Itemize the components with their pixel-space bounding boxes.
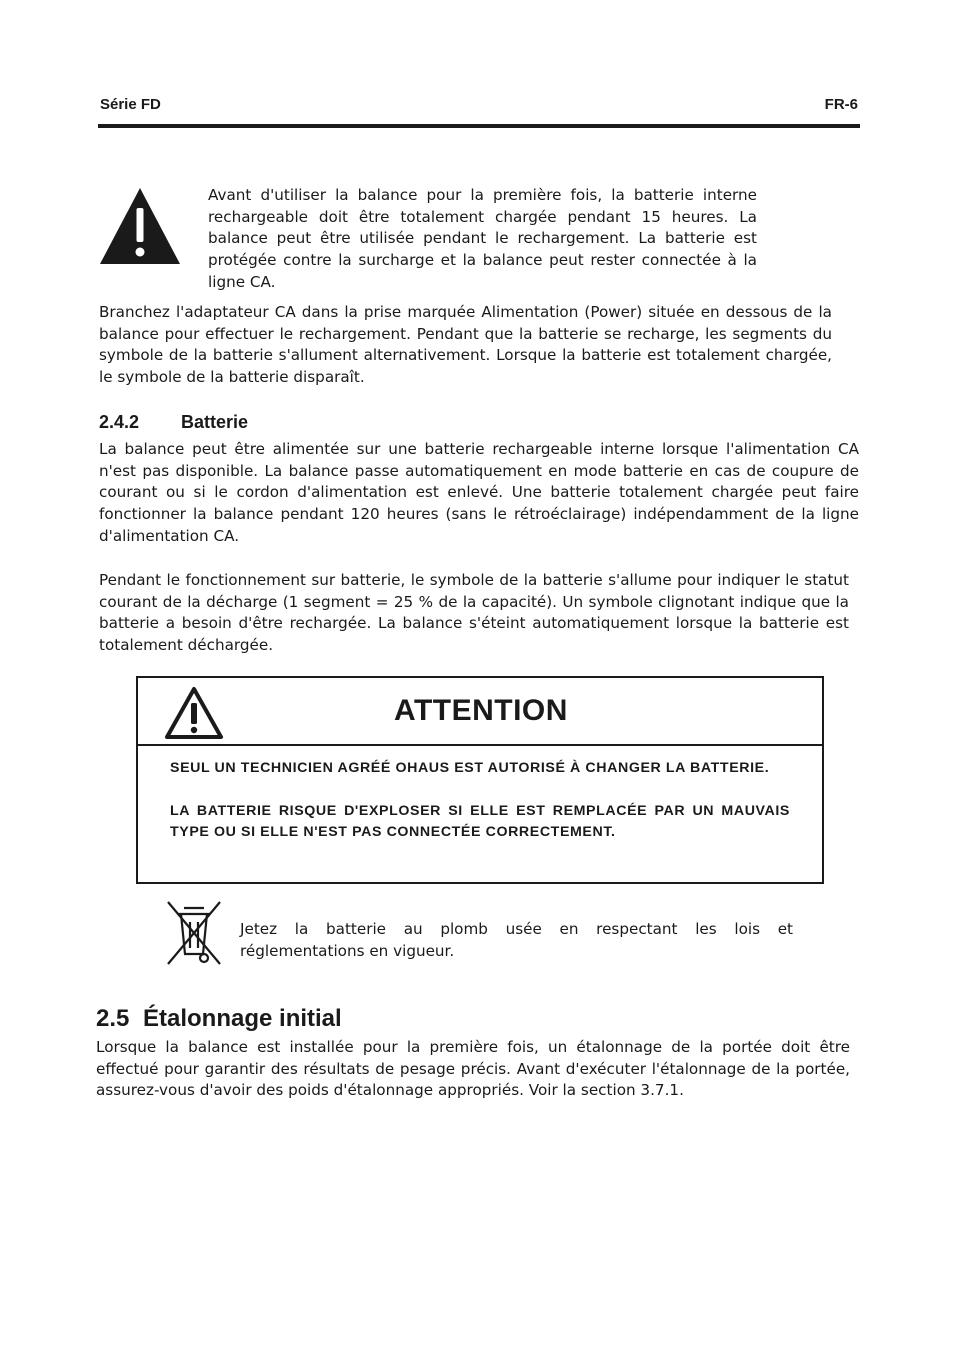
header-rule — [98, 124, 860, 128]
header-page-number: FR-6 — [824, 96, 858, 113]
warning-triangle-icon — [98, 186, 182, 266]
header-series: Série FD — [100, 96, 161, 113]
attention-title: ATTENTION — [394, 694, 568, 727]
section-242-title: Batterie — [181, 412, 249, 432]
section-242-paragraph-2: Pendant le fonctionnement sur batterie, le symbole de la batterie s'allume pour indiquer le statut courant de la décharge (1 segment = 25 % de la capacité). Un symbole clignotant indique que la batterie a besoin d'être rechargée. La balance s'éteint automatiquement lorsque la batterie est totalement déchargée. — [99, 571, 849, 655]
attention-triangle-icon — [164, 686, 224, 740]
crossed-bin-icon — [164, 898, 224, 968]
disposal-note-text: Jetez la batterie au plomb usée en respectant les lois et réglementations en vigueur. — [240, 920, 793, 960]
section-242-paragraph-1: La balance peut être alimentée sur une batterie rechargeable interne lorsque l'alimentation CA n'est pas disponible. La balance passe automatiquement en mode batterie en cas de coupure de courant ou si le cordon d'alimentation est enlevé. Une batterie totalement chargée peut faire fonctionner la balance pendant 120 heures (sans le rétroéclairage) indépendamment de la ligne d'alimentation CA. — [99, 440, 859, 545]
section-242-number: 2.4.2 — [99, 412, 140, 432]
attention-line-1: SEUL UN TECHNICIEN AGRÉÉ OHAUS EST AUTORISÉ À CHANGER LA BATTERIE. — [170, 760, 770, 776]
warning-note-text: Avant d'utiliser la balance pour la première fois, la batterie interne rechargeable doit être totalement chargée pendant 15 heures. La balance peut être utilisée pendant le rechargement. La batterie est protégée contre la surcharge et la balance peut rester connectée à la ligne CA. — [208, 186, 757, 291]
section-25-title: Étalonnage initial — [143, 1005, 342, 1032]
section-25-paragraph: Lorsque la balance est installée pour la première fois, un étalonnage de la portée doit être effectué pour garantir des résultats de pesage précis. Avant d'exécuter l'étalonnage de la portée, assurez-vous d'avoir des poids d'étalonnage appropriés. Voir la section 3.7.1. — [96, 1038, 850, 1100]
adapter-paragraph: Branchez l'adaptateur CA dans la prise marquée Alimentation (Power) située en dessous de la balance pour effectuer le rechargement. Pendant que la batterie se recharge, les segments du symbole de la batterie s'allument alternativement. Lorsque la batterie est totalement chargée, le symbole de la batterie disparaît. — [99, 303, 832, 387]
attention-line-2: LA BATTERIE RISQUE D'EXPLOSER SI ELLE EST REMPLACÉE PAR UN MAUVAIS TYPE OU SI ELLE N'EST PAS CONNECTÉE CORRECTEMENT. — [170, 803, 790, 840]
section-25-number: 2.5 — [96, 1005, 130, 1032]
attention-divider — [138, 744, 822, 746]
attention-box — [136, 676, 824, 884]
